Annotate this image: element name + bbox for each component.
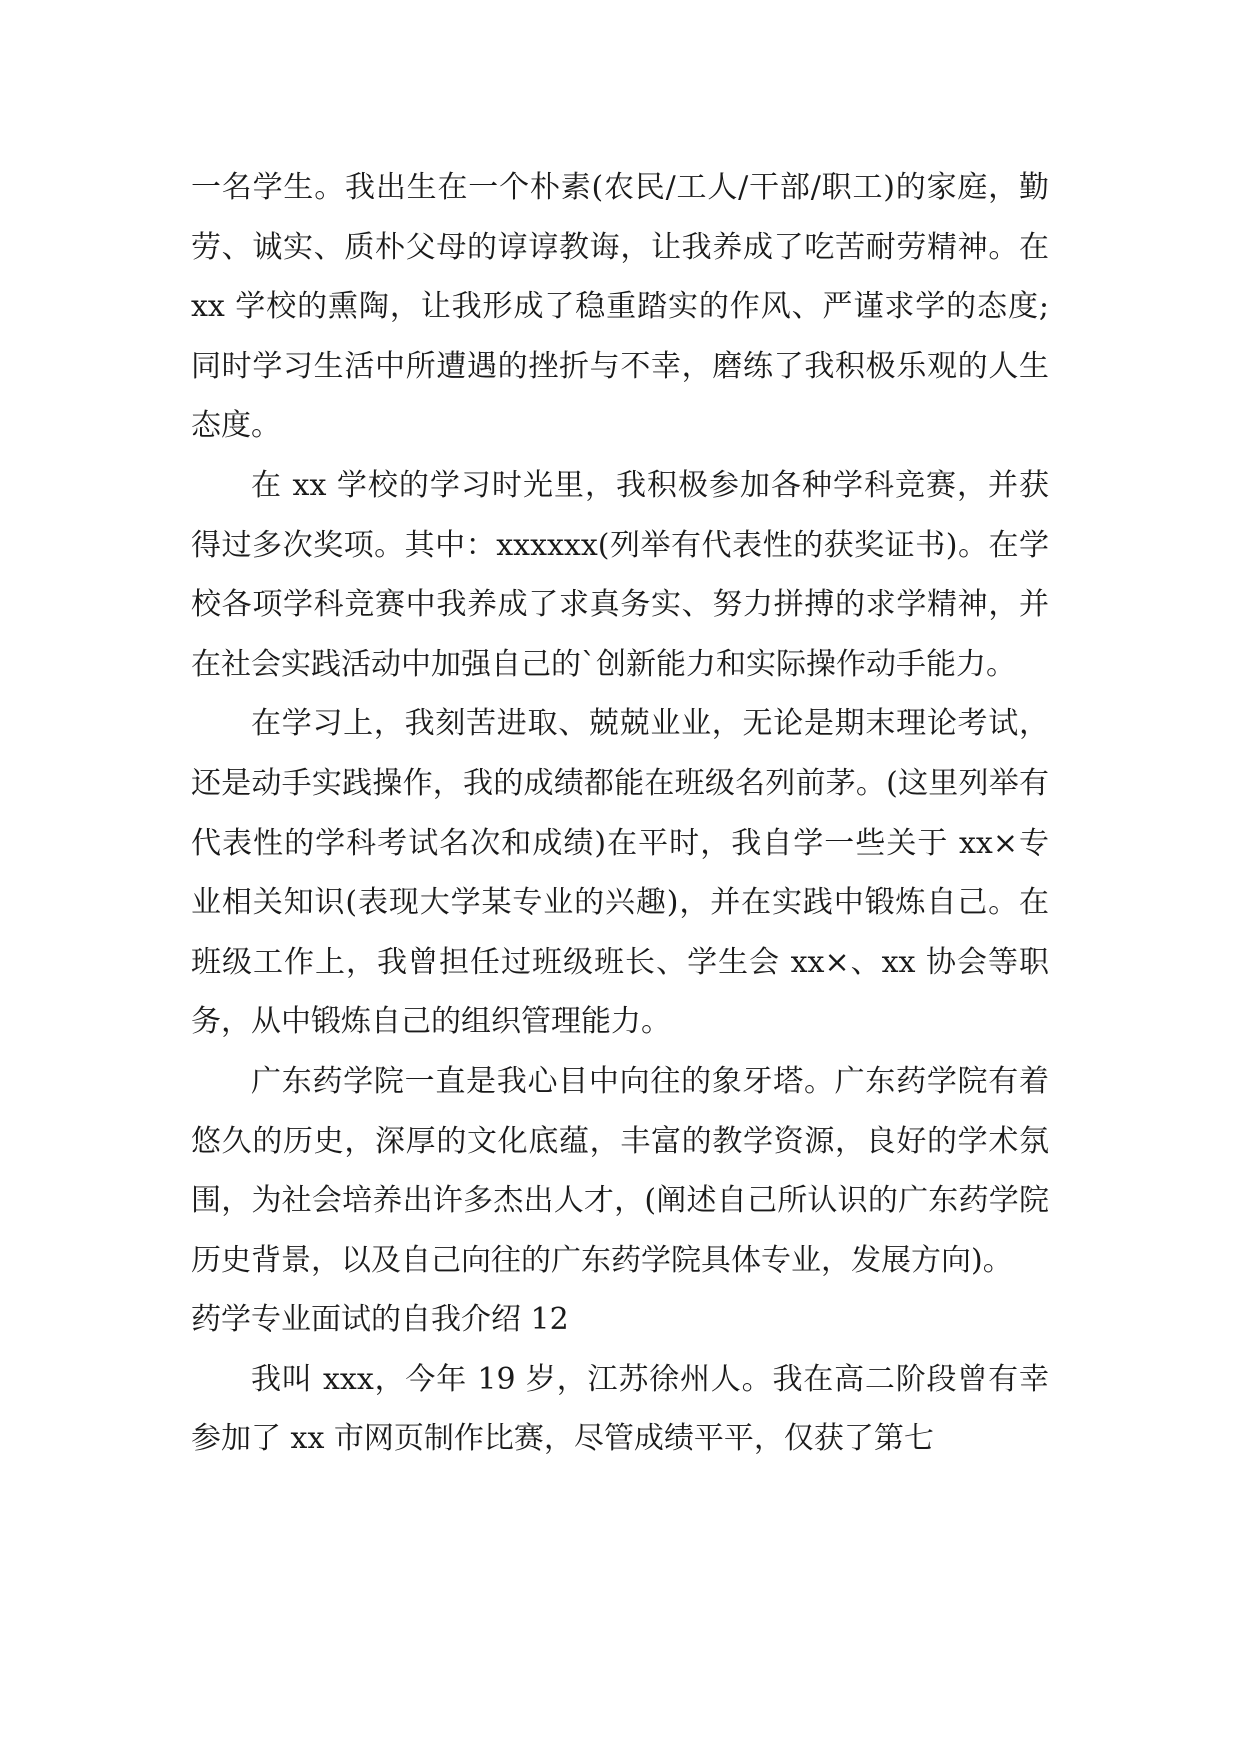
document-body: [191, 158, 1049, 1469]
paragraph-self-intro: 我叫 xxx，今年 19 岁，江苏徐州人。我在高二阶段曾有幸参加了 xx 市网页制作比赛，尽管成绩平平，仅获了第七: [191, 1361, 1049, 1457]
paragraph-competitions: 在 xx 学校的学习时光里，我积极参加各种学科竞赛，并获得过多次奖项。其中：xxxxxx(列举有代表性的获奖证书)。在学校各项学科竞赛中我养成了求真务实、努力拼搏的求学精神，并在社会实践活动中加强自己的`创新能力和实际操作动手能力。: [191, 467, 1049, 682]
paragraph-university: 广东药学院一直是我心目中向往的象牙塔。广东药学院有着悠久的历史，深厚的文化底蕴，丰富的教学资源，良好的学术氛围，为社会培养出许多杰出人才，(阐述自己所认识的广东药学院历史背景，以及自己向往的广东药学院具体专业，发展方向)。: [191, 1063, 1049, 1278]
paragraph-family-background: 一名学生。我出生在一个朴素(农民/工人/干部/职工)的家庭，勤劳、诚实、质朴父母的谆谆教诲，让我养成了吃苦耐劳精神。在 xx 学校的熏陶，让我形成了稳重踏实的作风、严谨求学的态度;同时学习生活中所遭遇的挫折与不幸，磨练了我积极乐观的人生态度。: [191, 170, 1049, 444]
paragraph-studies: 在学习上，我刻苦进取、兢兢业业，无论是期末理论考试，还是动手实践操作，我的成绩都能在班级名列前茅。(这里列举有代表性的学科考试名次和成绩)在平时，我自学一些关于 xx×专业相关知识(表现大学某专业的兴趣)，并在实践中锻炼自己。在班级工作上，我曾担任过班级班长、学生会 xx×、xx 协会等职务，从中锻炼自己的组织管理能力。: [191, 706, 1049, 1040]
section-title: 药学专业面试的自我介绍 12: [191, 1302, 569, 1338]
